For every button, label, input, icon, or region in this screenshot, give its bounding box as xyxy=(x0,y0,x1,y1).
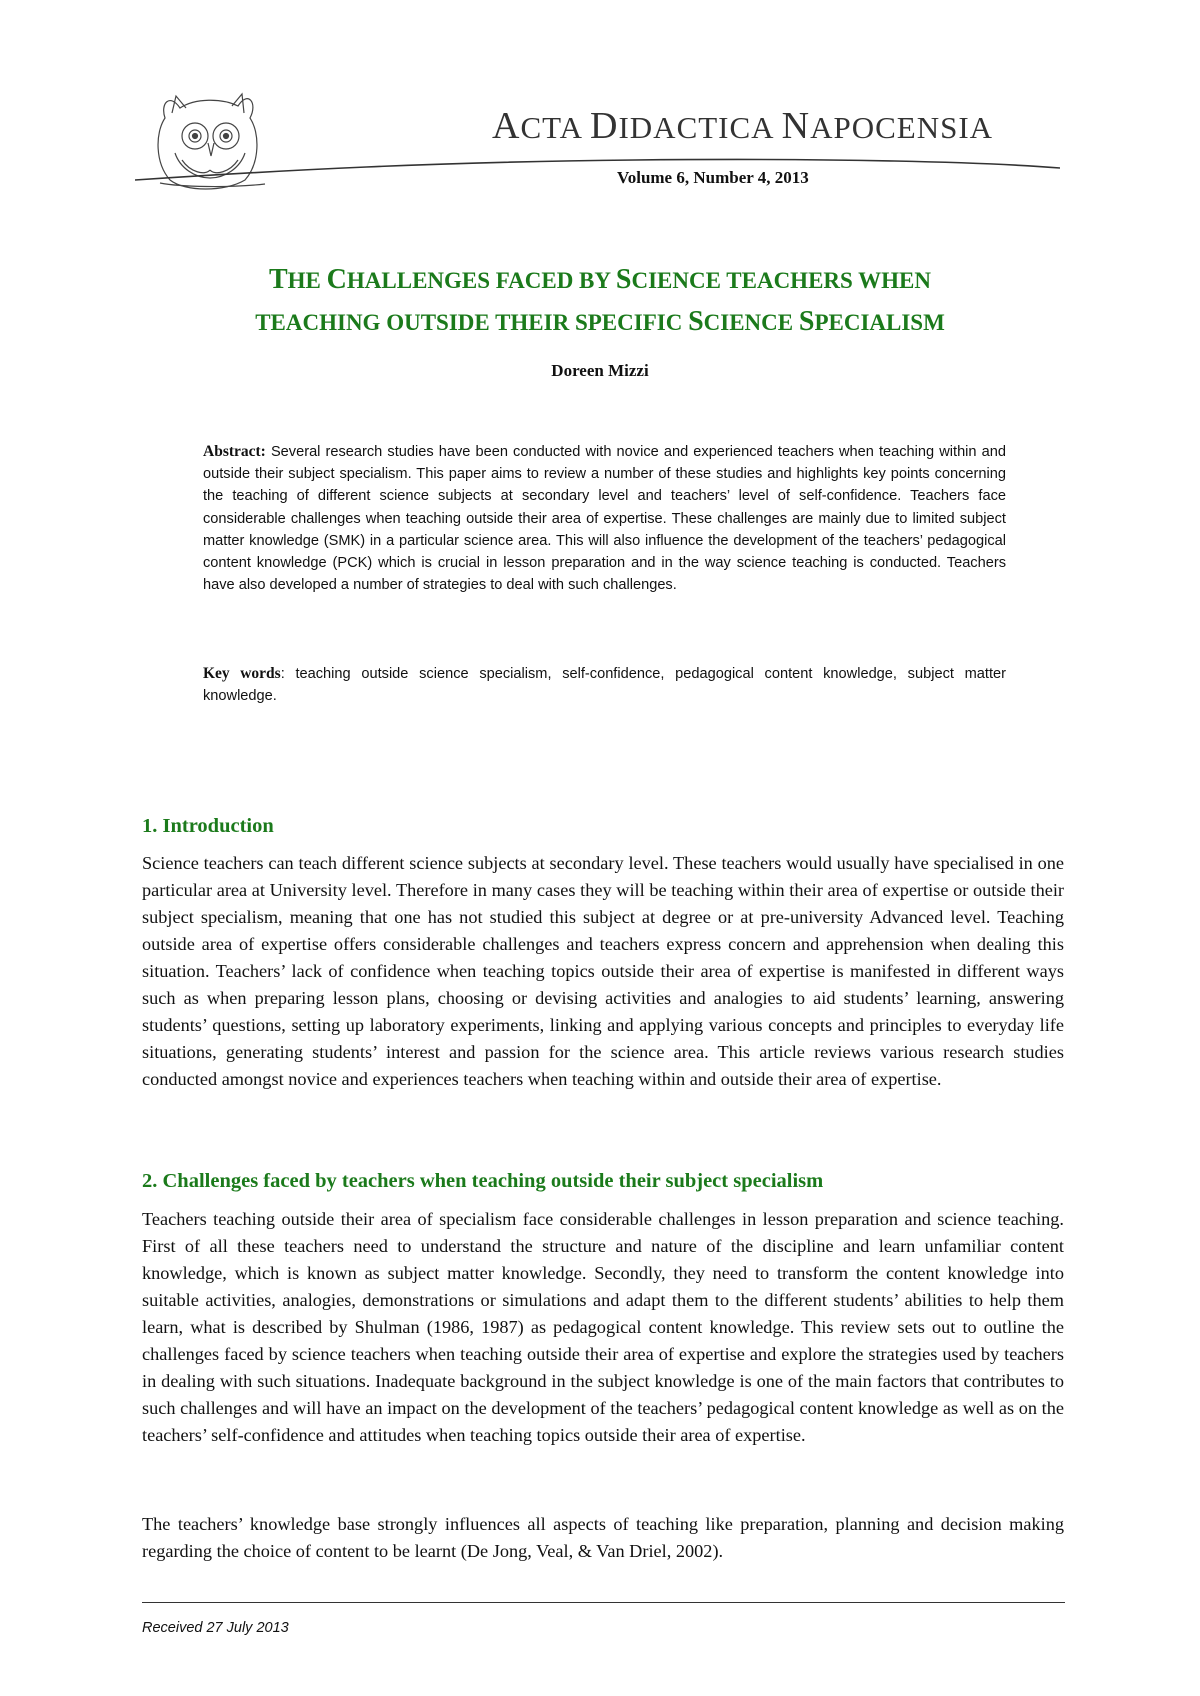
abstract xyxy=(203,441,1006,596)
paragraph: Teachers teaching outside their area of specialism face considerable challenges in lesson preparation and science teaching. First of all these teachers need to understand the structure and nature of the discipline and learn unfamiliar content knowledge, which is known as subject matter knowledge. Secondly, they need to transform the content knowledge into suitable activities, analogies, demonstrations or simulations and adapt them to the different students’ abilities to help them learn, what is described by Shulman (1986, 1987) as pedagogical content knowledge. This review sets out to outline the challenges faced by science teachers when teaching outside their area of expertise and explore the strategies used by teachers in dealing with such situations. Inadequate background in the subject knowledge is one of the main factors that contributes to such challenges and will have an impact on the development of the teachers’ pedagogical content knowledge as well as on the teachers’ self-confidence and attitudes when teaching topics outside their area of expertise. xyxy=(142,1209,1064,1445)
title-initial: S xyxy=(615,264,632,295)
journal-name-initial: N xyxy=(781,105,811,147)
title-smallcaps: TEACHING OUTSIDE THEIR SPECIFIC xyxy=(255,310,689,335)
header-rule xyxy=(135,158,1060,184)
paragraph: The teachers’ knowledge base strongly influences all aspects of teaching like preparation, planning and decision making regarding the choice of content to be learnt (De Jong, Veal, & Van Driel, 2002). xyxy=(142,1514,1064,1561)
paper-title-line-2 xyxy=(130,306,1070,338)
author-name: Doreen Mizzi xyxy=(551,361,649,380)
title-initial: S xyxy=(688,306,704,337)
title-initial: T xyxy=(268,264,288,295)
title-initial: C xyxy=(326,264,347,295)
title-smallcaps: CIENCE TEACHERS WHEN xyxy=(631,268,931,293)
journal-name-smallcaps: CTA xyxy=(520,110,591,145)
journal-name xyxy=(492,104,993,148)
title-smallcaps: CIENCE xyxy=(703,310,799,335)
abstract-label: Abstract: xyxy=(203,443,266,460)
paragraph: Science teachers can teach different science subjects at secondary level. These teachers would usually have specialised in one particular area at University level. Therefore in many cases they will be teaching within their area of expertise or outside their subject specialism, meaning that one has not studied this subject at degree or at pre-university Advanced level. Teaching outside area of expertise offers considerable challenges and teachers express concern and apprehension when dealing this situation. Teachers’ lack of confidence when teaching topics outside their area of expertise is manifested in different ways such as when preparing lesson plans, choosing or devising activities and analogies to aid students’ learning, answering students’ questions, setting up laboratory experiments, linking and applying various concepts and principles to everyday life situations, generating students’ interest and passion for the science area. This article reviews various research studies conducted amongst novice and experiences teachers when teaching within and outside their area of expertise. xyxy=(142,853,1064,1089)
title-initial: S xyxy=(798,306,815,337)
keywords xyxy=(203,663,1006,707)
keywords-text: : teaching outside science specialism, self-confidence, pedagogical content knowledge, subject matter knowledge. xyxy=(203,666,1006,705)
title-smallcaps: PECIALISM xyxy=(814,310,945,335)
section-heading-introduction: 1. Introduction xyxy=(142,815,274,837)
paper-title-line-1 xyxy=(130,264,1070,296)
footer-rule xyxy=(142,1602,1065,1603)
title-smallcaps: HE xyxy=(287,268,327,293)
section-heading-challenges: 2. Challenges faced by teachers when teaching outside their subject specialism xyxy=(142,1170,824,1192)
journal-name-smallcaps: APOCENSIA xyxy=(810,110,994,145)
journal-name-smallcaps: IDACTICA xyxy=(618,110,782,145)
received-date: Received 27 July 2013 xyxy=(142,1620,289,1636)
keywords-label: Key words xyxy=(203,665,281,682)
abstract-text: Several research studies have been conducted with novice and experienced teachers when teaching within and outside their subject specialism. This paper aims to review a number of these studies and highlights key points concerning the teaching of different science subjects at secondary level and teachers’ level of self-confidence. Teachers face considerable challenges when teaching outside their area of expertise. These challenges are mainly due to limited subject matter knowledge (SMK) in a particular science area. This will also influence the development of the teachers’ pedagogical content knowledge (PCK) which is crucial in lesson preparation and in the way science teaching is conducted. Teachers have also developed a number of strategies to deal with such challenges. xyxy=(203,444,1006,594)
journal-name-text xyxy=(492,105,993,147)
journal-name-initial: D xyxy=(590,105,619,147)
journal-name-initial: A xyxy=(492,105,521,147)
title-smallcaps: HALLENGES FACED BY xyxy=(346,268,616,293)
volume-info: Volume 6, Number 4, 2013 xyxy=(617,168,809,187)
